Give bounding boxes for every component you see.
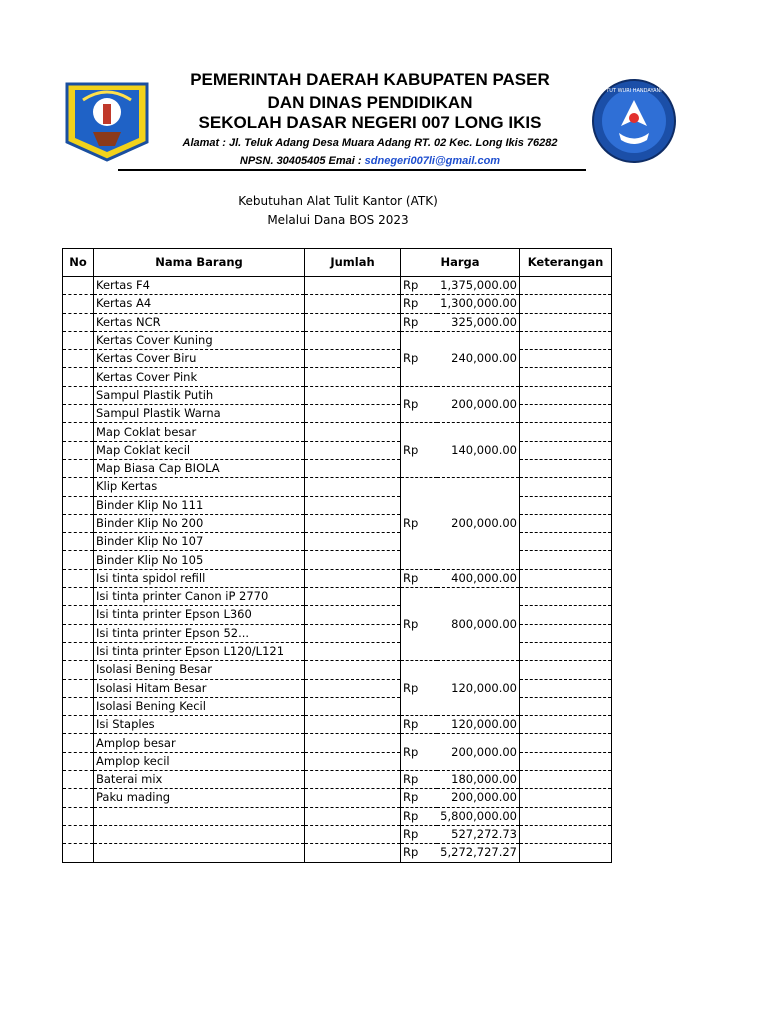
- table-row: [63, 313, 612, 331]
- table-row: [63, 459, 612, 477]
- cell-no: [63, 313, 94, 331]
- cell-item: Amplop besar: [94, 734, 305, 752]
- cell-keterangan: [520, 569, 612, 587]
- table-row-tax: [63, 825, 612, 843]
- cell-jumlah: [305, 771, 401, 789]
- cell-currency: Rp: [401, 844, 437, 862]
- cell-price: 240,000.00: [437, 331, 520, 386]
- cell-keterangan: [520, 496, 612, 514]
- col-item-header: Nama Barang: [94, 249, 305, 277]
- cell-jumlah: [305, 716, 401, 734]
- cell-jumlah: [305, 642, 401, 660]
- cell-keterangan: [520, 295, 612, 313]
- cell-jumlah: [305, 551, 401, 569]
- table-row: [63, 569, 612, 587]
- cell-jumlah: [305, 807, 401, 825]
- cell-item: Binder Klip No 111: [94, 496, 305, 514]
- cell-jumlah: [305, 441, 401, 459]
- cell-item: Map Biasa Cap BIOLA: [94, 459, 305, 477]
- cell-no: [63, 350, 94, 368]
- cell-item: Isolasi Bening Kecil: [94, 697, 305, 715]
- cell-no: [63, 496, 94, 514]
- cell-item: Isi tinta printer Epson L360: [94, 606, 305, 624]
- cell-jumlah: [305, 606, 401, 624]
- table-row-net: [63, 844, 612, 862]
- cell-keterangan: [520, 825, 612, 843]
- cell-jumlah: [305, 459, 401, 477]
- cell-jumlah: [305, 624, 401, 642]
- cell-no: [63, 295, 94, 313]
- cell-keterangan: [520, 642, 612, 660]
- cell-keterangan: [520, 368, 612, 386]
- cell-item: [94, 807, 305, 825]
- table-row: [63, 734, 612, 752]
- cell-no: [63, 459, 94, 477]
- cell-no: [63, 752, 94, 770]
- cell-no: [63, 277, 94, 295]
- cell-jumlah: [305, 569, 401, 587]
- cell-keterangan: [520, 386, 612, 404]
- cell-keterangan: [520, 771, 612, 789]
- table-row: [63, 478, 612, 496]
- cell-price: 1,375,000.00: [437, 277, 520, 295]
- cell-jumlah: [305, 368, 401, 386]
- cell-currency: Rp: [401, 588, 437, 661]
- cell-no: [63, 825, 94, 843]
- cell-jumlah: [305, 679, 401, 697]
- cell-no: [63, 423, 94, 441]
- cell-currency: Rp: [401, 386, 437, 423]
- cell-no: [63, 679, 94, 697]
- cell-jumlah: [305, 752, 401, 770]
- table-row: [63, 606, 612, 624]
- school-email: sdnegeri007li@gmail.com: [364, 155, 501, 167]
- header-divider: [118, 169, 586, 171]
- cell-item: Klip Kertas: [94, 478, 305, 496]
- cell-no: [63, 624, 94, 642]
- cell-jumlah: [305, 697, 401, 715]
- table-row: [63, 514, 612, 532]
- cell-item: Isi tinta printer Epson 52...: [94, 624, 305, 642]
- cell-keterangan: [520, 405, 612, 423]
- cell-item: Isolasi Bening Besar: [94, 661, 305, 679]
- cell-price: 325,000.00: [437, 313, 520, 331]
- cell-item: Kertas Cover Biru: [94, 350, 305, 368]
- table-row: [63, 661, 612, 679]
- cell-no: [63, 441, 94, 459]
- cell-price: 180,000.00: [437, 771, 520, 789]
- table-row: [63, 752, 612, 770]
- cell-item: Isi tinta printer Epson L120/L121: [94, 642, 305, 660]
- table-row: [63, 405, 612, 423]
- atk-table: [62, 248, 612, 863]
- cell-jumlah: [305, 405, 401, 423]
- table-row: [63, 551, 612, 569]
- table-row: [63, 441, 612, 459]
- cell-jumlah: [305, 661, 401, 679]
- cell-keterangan: [520, 606, 612, 624]
- cell-jumlah: [305, 734, 401, 752]
- school-address: Alamat : Jl. Teluk Adang Desa Muara Adang RT. 02 Kec. Long Ikis 76282: [182, 137, 558, 149]
- gov-title: PEMERINTAH DAERAH KABUPATEN PASER: [190, 70, 550, 89]
- table-row: [63, 331, 612, 349]
- cell-item: Sampul Plastik Putih: [94, 386, 305, 404]
- school-title: SEKOLAH DASAR NEGERI 007 LONG IKIS: [198, 113, 542, 132]
- cell-keterangan: [520, 734, 612, 752]
- cell-net-price: 5,272,727.27: [437, 844, 520, 862]
- cell-keterangan: [520, 752, 612, 770]
- cell-price: 1,300,000.00: [437, 295, 520, 313]
- cell-keterangan: [520, 441, 612, 459]
- cell-no: [63, 844, 94, 862]
- cell-currency: Rp: [401, 569, 437, 587]
- cell-keterangan: [520, 350, 612, 368]
- table-row: [63, 642, 612, 660]
- cell-item: Map Coklat besar: [94, 423, 305, 441]
- cell-keterangan: [520, 459, 612, 477]
- table-row: [63, 588, 612, 606]
- cell-jumlah: [305, 514, 401, 532]
- cell-no: [63, 789, 94, 807]
- cell-tax-price: 527,272.73: [437, 825, 520, 843]
- col-no-header: No: [63, 249, 94, 277]
- cell-jumlah: [305, 588, 401, 606]
- table-row: [63, 624, 612, 642]
- cell-price: 200,000.00: [437, 734, 520, 771]
- cell-currency: Rp: [401, 295, 437, 313]
- cell-price: 400,000.00: [437, 569, 520, 587]
- cell-keterangan: [520, 514, 612, 532]
- cell-keterangan: [520, 423, 612, 441]
- cell-no: [63, 551, 94, 569]
- cell-price: 140,000.00: [437, 423, 520, 478]
- table-row: [63, 295, 612, 313]
- cell-no: [63, 771, 94, 789]
- cell-keterangan: [520, 313, 612, 331]
- cell-jumlah: [305, 277, 401, 295]
- paser-regency-emblem: [63, 80, 151, 162]
- cell-currency: Rp: [401, 807, 437, 825]
- cell-price: 200,000.00: [437, 789, 520, 807]
- cell-price: 120,000.00: [437, 716, 520, 734]
- cell-currency: Rp: [401, 277, 437, 295]
- cell-total-price: 5,800,000.00: [437, 807, 520, 825]
- col-harga-header: Harga: [401, 249, 520, 277]
- table-row: [63, 771, 612, 789]
- cell-keterangan: [520, 624, 612, 642]
- cell-keterangan: [520, 588, 612, 606]
- emblem-motto: TUT WURI HANDAYANI: [606, 88, 662, 94]
- cell-keterangan: [520, 478, 612, 496]
- cell-keterangan: [520, 331, 612, 349]
- cell-no: [63, 331, 94, 349]
- table-row: [63, 789, 612, 807]
- cell-jumlah: [305, 313, 401, 331]
- cell-jumlah: [305, 844, 401, 862]
- table-header-row: [63, 249, 612, 277]
- cell-keterangan: [520, 844, 612, 862]
- doc-subtitle: Melalui Dana BOS 2023: [267, 213, 409, 227]
- cell-item: Kertas Cover Kuning: [94, 331, 305, 349]
- cell-item: Kertas Cover Pink: [94, 368, 305, 386]
- cell-jumlah: [305, 423, 401, 441]
- letterhead: [0, 0, 768, 175]
- table-row: [63, 277, 612, 295]
- table-row: [63, 716, 612, 734]
- table-row: [63, 368, 612, 386]
- doc-title: Kebutuhan Alat Tulit Kantor (ATK): [238, 194, 438, 208]
- cell-jumlah: [305, 350, 401, 368]
- cell-item: Map Coklat kecil: [94, 441, 305, 459]
- cell-price: 800,000.00: [437, 588, 520, 661]
- cell-item: Isi Staples: [94, 716, 305, 734]
- cell-no: [63, 661, 94, 679]
- col-jumlah-header: Jumlah: [305, 249, 401, 277]
- cell-currency: Rp: [401, 825, 437, 843]
- cell-item: Amplop kecil: [94, 752, 305, 770]
- cell-item: Kertas F4: [94, 277, 305, 295]
- table-row: [63, 423, 612, 441]
- cell-keterangan: [520, 661, 612, 679]
- cell-keterangan: [520, 789, 612, 807]
- school-npsn: [150, 154, 590, 168]
- cell-item: Isolasi Hitam Besar: [94, 679, 305, 697]
- cell-currency: Rp: [401, 423, 437, 478]
- cell-jumlah: [305, 331, 401, 349]
- npsn-label: NPSN. 30405405 Emai :: [239, 155, 365, 167]
- cell-item: Binder Klip No 105: [94, 551, 305, 569]
- cell-item: Isi tinta printer Canon iP 2770: [94, 588, 305, 606]
- cell-item: Kertas NCR: [94, 313, 305, 331]
- cell-jumlah: [305, 533, 401, 551]
- cell-keterangan: [520, 807, 612, 825]
- cell-item: Baterai mix: [94, 771, 305, 789]
- cell-jumlah: [305, 478, 401, 496]
- table-row: [63, 533, 612, 551]
- cell-keterangan: [520, 679, 612, 697]
- cell-no: [63, 386, 94, 404]
- cell-item: [94, 844, 305, 862]
- cell-no: [63, 405, 94, 423]
- table-row: [63, 386, 612, 404]
- cell-item: Paku mading: [94, 789, 305, 807]
- cell-currency: Rp: [401, 331, 437, 386]
- cell-currency: Rp: [401, 478, 437, 569]
- cell-no: [63, 569, 94, 587]
- cell-item: Kertas A4: [94, 295, 305, 313]
- cell-price: 120,000.00: [437, 661, 520, 716]
- table-row: [63, 350, 612, 368]
- table-row: [63, 679, 612, 697]
- cell-no: [63, 807, 94, 825]
- cell-item: Binder Klip No 200: [94, 514, 305, 532]
- cell-jumlah: [305, 789, 401, 807]
- cell-no: [63, 368, 94, 386]
- cell-currency: Rp: [401, 716, 437, 734]
- cell-currency: Rp: [401, 771, 437, 789]
- cell-currency: Rp: [401, 313, 437, 331]
- cell-keterangan: [520, 551, 612, 569]
- table-row: [63, 697, 612, 715]
- cell-currency: Rp: [401, 661, 437, 716]
- tut-wuri-handayani-emblem: [589, 78, 679, 164]
- table-row-total: [63, 807, 612, 825]
- cell-keterangan: [520, 533, 612, 551]
- cell-item: Isi tinta spidol refill: [94, 569, 305, 587]
- cell-price: 200,000.00: [437, 386, 520, 423]
- cell-jumlah: [305, 386, 401, 404]
- cell-currency: Rp: [401, 789, 437, 807]
- cell-no: [63, 734, 94, 752]
- cell-no: [63, 606, 94, 624]
- cell-keterangan: [520, 277, 612, 295]
- cell-jumlah: [305, 295, 401, 313]
- cell-jumlah: [305, 825, 401, 843]
- cell-item: Sampul Plastik Warna: [94, 405, 305, 423]
- cell-no: [63, 478, 94, 496]
- cell-keterangan: [520, 716, 612, 734]
- cell-no: [63, 588, 94, 606]
- cell-keterangan: [520, 697, 612, 715]
- cell-item: [94, 825, 305, 843]
- cell-item: Binder Klip No 107: [94, 533, 305, 551]
- cell-no: [63, 716, 94, 734]
- cell-jumlah: [305, 496, 401, 514]
- cell-no: [63, 533, 94, 551]
- dept-title: DAN DINAS PENDIDIKAN: [267, 93, 473, 112]
- cell-no: [63, 514, 94, 532]
- cell-no: [63, 642, 94, 660]
- table-row: [63, 496, 612, 514]
- cell-no: [63, 697, 94, 715]
- cell-currency: Rp: [401, 734, 437, 771]
- cell-price: 200,000.00: [437, 478, 520, 569]
- col-keterangan-header: Keterangan: [520, 249, 612, 277]
